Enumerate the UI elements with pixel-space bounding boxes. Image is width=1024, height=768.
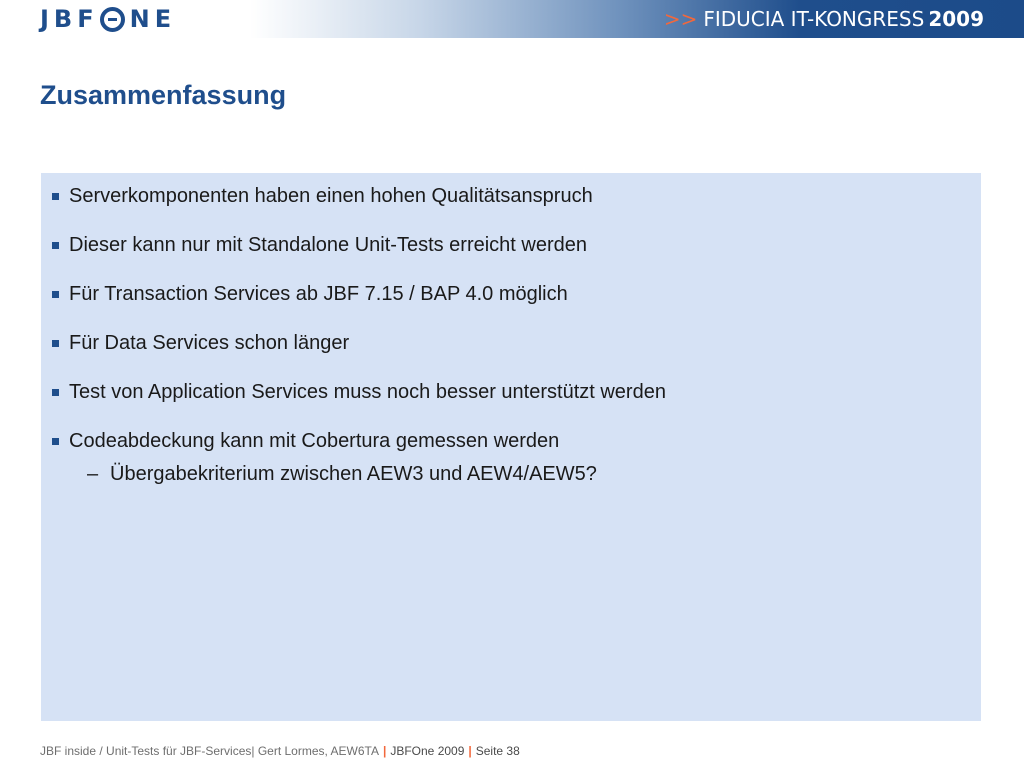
bullet-text: Codeabdeckung kann mit Cobertura gemessen werden (69, 430, 560, 452)
square-bullet-icon (52, 389, 59, 396)
logo-suffix: NE (129, 5, 177, 33)
square-bullet-icon (52, 193, 59, 200)
footer-page-number: Seite 38 (475, 744, 520, 758)
header-band (0, 0, 1024, 38)
bullet-text: Serverkomponenten haben einen hohen Qualitätsanspruch (69, 185, 593, 207)
event-year: 2009 (928, 7, 984, 31)
footer (40, 744, 520, 758)
slide-title: Zusammenfassung (40, 80, 287, 110)
square-bullet-icon (52, 291, 59, 298)
footer-event: JBFOne 2009 (390, 744, 465, 758)
logo-o-icon (100, 7, 125, 32)
square-bullet-icon (52, 340, 59, 347)
jbfone-logo (40, 6, 176, 32)
bullet-text: Dieser kann nur mit Standalone Unit-Tests erreicht werden (69, 234, 588, 256)
content-box (41, 173, 981, 721)
bullet-text: Test von Application Services muss noch besser unterstützt werden (69, 381, 666, 403)
square-bullet-icon (52, 242, 59, 249)
bullet-text: Für Data Services schon länger (69, 332, 350, 354)
dash-bullet-icon: – (87, 463, 99, 485)
footer-separator: | (382, 744, 387, 758)
event-arrows: >> (663, 7, 698, 31)
footer-presentation-info: JBF inside / Unit-Tests für JBF-Services| Gert Lormes, AEW6TA (40, 744, 379, 758)
footer-separator: | (468, 744, 472, 758)
event-title (664, 7, 984, 31)
bullet-text: Für Transaction Services ab JBF 7.15 / BAP 4.0 möglich (69, 283, 568, 305)
logo-prefix: JBF (40, 5, 99, 33)
event-name: FIDUCIA IT-KONGRESS (703, 7, 925, 31)
sub-bullet-text: Übergabekriterium zwischen AEW3 und AEW4/AEW5? (110, 463, 597, 485)
square-bullet-icon (52, 438, 59, 445)
